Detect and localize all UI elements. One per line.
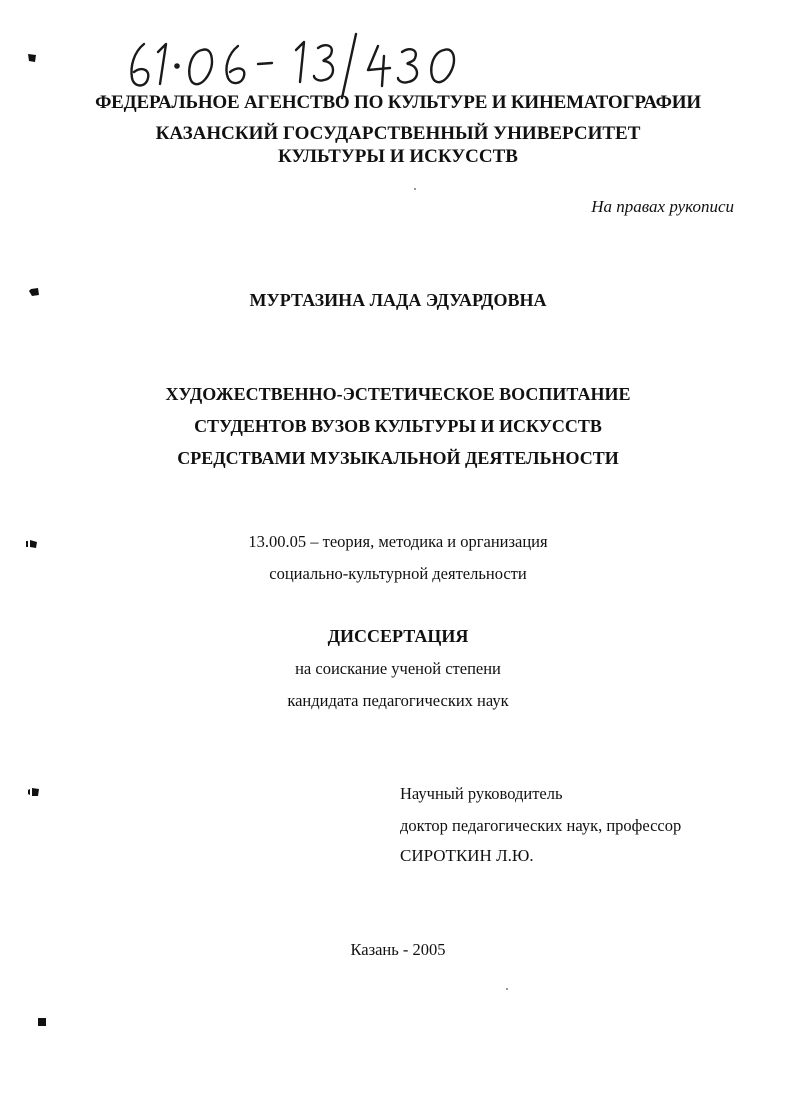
dissertation-title-line3: СРЕДСТВАМИ МУЗЫКАЛЬНОЙ ДЕЯТЕЛЬНОСТИ <box>177 448 619 468</box>
agency-name: ФЕДЕРАЛЬНОЕ АГЕНСТВО ПО КУЛЬТУРЕ И КИНЕМАТОГРАФИИ <box>95 92 701 113</box>
margin-hole-mark <box>26 52 38 64</box>
supervisor-name: СИРОТКИН Л.Ю. <box>400 846 534 865</box>
margin-hole-mark <box>26 538 38 550</box>
margin-hole-mark <box>36 1016 48 1028</box>
degree-line2: кандидата педагогических наук <box>287 691 509 710</box>
supervisor-role: Научный руководитель <box>400 784 563 803</box>
specialty-line2: социально-культурной деятельности <box>269 564 527 583</box>
manuscript-rights-note: На правах рукописи <box>591 197 734 216</box>
university-name-line2: КУЛЬТУРЫ И ИСКУССТВ <box>278 146 518 167</box>
margin-hole-mark <box>28 786 40 798</box>
university-name-line1: КАЗАНСКИЙ ГОСУДАРСТВЕННЫЙ УНИВЕРСИТЕТ <box>155 123 641 144</box>
margin-hole-mark <box>28 286 40 298</box>
handwritten-archive-number <box>120 30 480 100</box>
degree-line1: на соискание ученой степени <box>295 659 501 678</box>
work-type-heading: ДИССЕРТАЦИЯ <box>327 626 469 646</box>
dissertation-title-line1: ХУДОЖЕСТВЕННО-ЭСТЕТИЧЕСКОЕ ВОСПИТАНИЕ <box>165 384 631 404</box>
scan-speck <box>506 988 508 990</box>
scan-speck <box>414 188 416 190</box>
supervisor-credentials: доктор педагогических наук, профессор <box>400 816 682 835</box>
author-name: МУРТАЗИНА ЛАДА ЭДУАРДОВНА <box>249 290 547 310</box>
specialty-line1: 13.00.05 – теория, методика и организация <box>248 532 548 551</box>
handwritten-number-drawing <box>120 30 480 100</box>
city-and-year: Казань - 2005 <box>350 940 446 959</box>
dissertation-title-line2: СТУДЕНТОВ ВУЗОВ КУЛЬТУРЫ И ИСКУССТВ <box>194 416 602 436</box>
